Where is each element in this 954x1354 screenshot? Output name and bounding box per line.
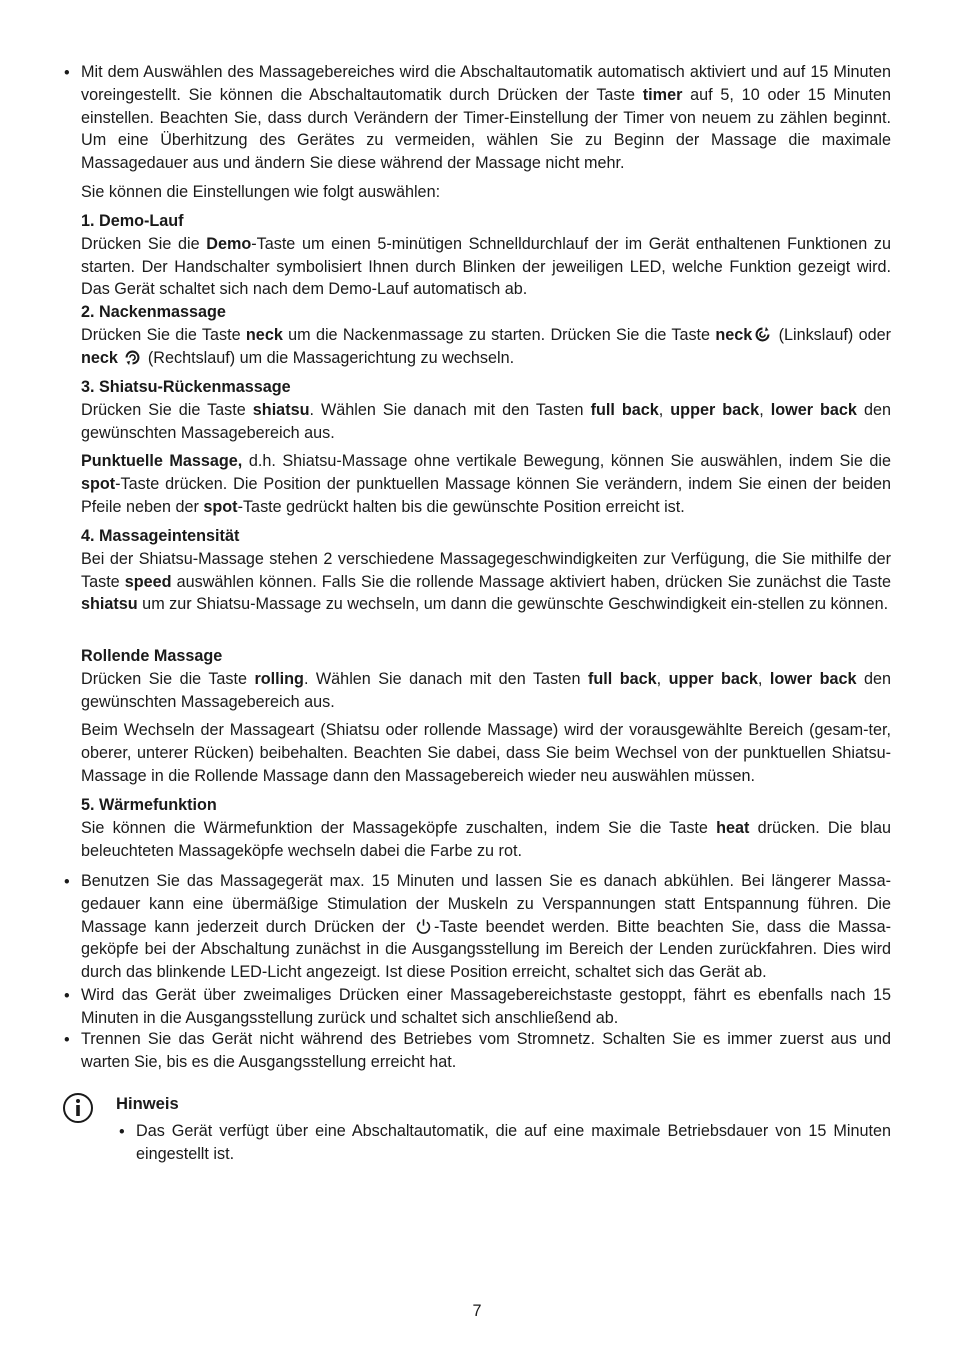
info-icon (62, 1092, 94, 1124)
text: um die Nackenmassage zu starten. Drücken Sie die Taste (282, 325, 716, 344)
key-speed: speed (124, 572, 172, 591)
switching-paragraph (81, 719, 891, 787)
section-heading: 4. Massageintensität (81, 527, 240, 545)
key-neck: neck (715, 325, 753, 344)
key-lower-back: lower back (769, 669, 857, 688)
text: -Taste beendet werden. Bitte beachten Sie, dass die Massa-geköpfe bei der Abschaltung zunächst in die Ausgangsstellung im Bereich der Lenden zurückfahren. Dies wird durch das blinkende LED-Licht angezeigt. Ist diese Position erreicht, schaltet sich das Gerät ab. (81, 917, 892, 982)
section-heading: 1. Demo-Lauf (81, 212, 184, 230)
key-rolling: rolling (254, 669, 304, 688)
page-number: 7 (472, 1302, 482, 1320)
stop-paragraph (81, 984, 891, 1030)
spot-label: Punktuelle Massage, (81, 452, 243, 470)
text: . Wählen Sie danach mit den Tasten (303, 669, 588, 688)
key-neck: neck (81, 348, 118, 367)
power-icon (415, 918, 432, 935)
text: Trennen Sie das Gerät nicht während des Betriebes vom Stromnetz. Schalten Sie es immer zuerst aus und warten Sie, bis es die Ausgangsstellung erreicht hat. (81, 1030, 891, 1071)
text: drücken. Die blau beleuchteten Massageköpfe wechseln dabei die Farbe zu rot. (81, 818, 891, 860)
text: Wird das Gerät über zweimaliges Drücken einer Massagebereichstaste gestoppt, fährt es ebenfalls nach 15 Minuten in die Ausgangsstellung zurück und schaltet sich anschließend ab. (81, 986, 891, 1027)
key-upper-back: upper back (670, 400, 760, 419)
rotate-left-icon (754, 326, 771, 343)
section-heading: 5. Wärmefunktion (81, 796, 217, 814)
section-intensity (81, 525, 891, 616)
text: Benutzen Sie das Massagegerät max. 15 Minuten und lassen Sie es danach abkühlen. Bei längerer Massa-gedauer kann eine übermäßige Stimulation der Muskeln zu Verspannungen statt Entspannung führen. Die Massage kann jederzeit durch Drücken der (81, 872, 891, 936)
key-shiatsu: shiatsu (81, 595, 138, 614)
key-full-back: full back (588, 669, 657, 688)
text: den gewünschten Massagebereich aus. (81, 400, 891, 442)
text: Drücken Sie die (81, 234, 207, 253)
text: Sie können die Wärmefunktion der Massageköpfe zuschalten, indem Sie die Taste (81, 818, 717, 837)
section-heading: 3. Shiatsu-Rückenmassage (81, 378, 291, 396)
section-heat (81, 794, 891, 862)
text: Drücken Sie die Taste (81, 325, 246, 344)
text: , (658, 400, 671, 419)
key-neck: neck (245, 325, 283, 344)
key-full-back: full back (590, 400, 659, 419)
key-spot: spot (81, 474, 116, 493)
text: , (656, 669, 669, 688)
section-demo (81, 210, 891, 301)
timer-paragraph (81, 61, 891, 175)
section-shiatsu (81, 376, 891, 444)
power-paragraph (81, 1028, 891, 1074)
key-lower-back: lower back (770, 400, 857, 419)
text: , (759, 400, 771, 419)
rotate-right-icon (124, 349, 141, 366)
key-upper-back: upper back (668, 669, 758, 688)
text: Beim Wechseln der Massageart (Shiatsu oder rollende Massage) wird der vorausgewählte Bereich (gesam-ter, oberer, unterer Rücken) beibehalten. Beachten Sie dabei, dass Sie beim Wechsel von der punktuellen Shiatsu-Massage in die Rollende Massage dann den Massagebereich wieder neu auswählen müssen. (81, 721, 891, 785)
usage-paragraph (81, 870, 891, 984)
text: den gewünschten Massagebereich aus. (81, 669, 891, 711)
text: -Taste drücken. Die Position der punktuellen Massage können Sie verändern, indem Sie einen der beiden Pfeile neben der (81, 474, 891, 516)
key-timer: timer (642, 85, 683, 104)
text: -Taste gedrückt halten bis die gewünschte Position erreicht ist. (237, 497, 685, 516)
key-demo: Demo (206, 234, 252, 253)
key-heat: heat (716, 818, 750, 837)
text: (Rechtslauf) um die Massagerichtung zu wechseln. (143, 348, 515, 367)
note-text: Das Gerät verfügt über eine Abschaltautomatik, die auf eine maximale Betriebsdauer von 15 Minuten eingestellt ist. (136, 1122, 891, 1163)
text: Drücken Sie die Taste (81, 669, 255, 688)
bullet-marker: • (119, 1123, 125, 1141)
text: auswählen können. Falls Sie die rollende Massage aktiviert haben, drücken Sie zunächst die Taste (171, 572, 891, 591)
section-heading: Rollende Massage (81, 647, 223, 665)
section-heading: 2. Nackenmassage (81, 303, 226, 321)
text: Drücken Sie die Taste (81, 400, 253, 419)
text: d.h. Shiatsu-Massage ohne vertikale Bewegung, können Sie auswählen, indem Sie die (242, 452, 891, 470)
text: Bei der Shiatsu-Massage stehen 2 verschiedene Massagegeschwindigkeiten zur Verfügung, die Sie mithilfe der Taste (81, 549, 891, 591)
text: Sie können die Einstellungen wie folgt auswählen: (81, 183, 441, 201)
settings-intro (81, 181, 891, 204)
spot-paragraph (81, 450, 891, 518)
section-rolling (81, 645, 891, 713)
text: um zur Shiatsu-Massage zu wechseln, um dann die gewünschte Geschwindigkeit ein-stellen zu können. (137, 595, 889, 614)
text: , (757, 669, 770, 688)
key-shiatsu: shiatsu (252, 400, 310, 419)
section-neck (81, 301, 891, 369)
text: -Taste um einen 5-minütigen Schnelldurchlauf der im Gerät enthaltenen Funktionen zu starten. Der Handschalter symbolisiert Ihnen durch Blinken der jeweiligen LED, welche Funktion gezeigt wird. Das Gerät schaltet sich nach dem Demo-Lauf automatisch ab. (81, 234, 891, 299)
note-title: Hinweis (116, 1094, 179, 1113)
bullet-marker: • (64, 64, 70, 82)
bullet-marker: • (64, 987, 70, 1005)
text: . Wählen Sie danach mit den Tasten (309, 400, 591, 419)
text: (Linkslauf) oder (773, 325, 891, 344)
bullet-marker: • (64, 873, 70, 891)
text: auf 5, 10 oder 15 Minuten einstellen. Beachten Sie, dass durch Verändern der Timer-Einstellung der Timer von neuem zu zählen beginnt. Um eine Überhitzung des Gerätes zu vermeiden, wählen Sie zu Beginn der Massage die maximale Massagedauer aus und ändern Sie diese während der Massage nicht mehr. (81, 85, 891, 173)
bullet-marker: • (64, 1031, 70, 1049)
key-spot: spot (203, 497, 238, 516)
text: Mit dem Auswählen des Massagebereiches wird die Abschaltautomatik automatisch aktiviert und auf 15 Minuten voreingestellt. Sie können die Abschaltautomatik durch Drücken der Taste (81, 63, 891, 104)
